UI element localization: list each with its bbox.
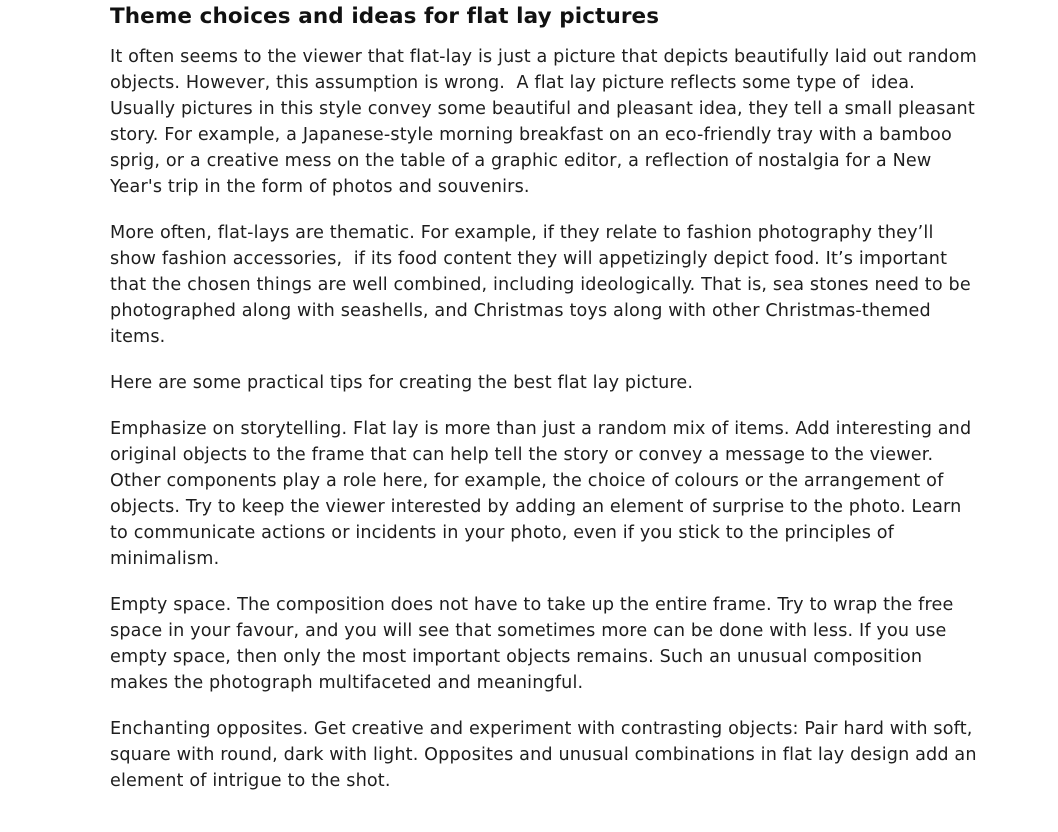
paragraph-storytelling: Emphasize on storytelling. Flat lay is more than just a random mix of items. Add interesting and original objects to the frame that can help tell the story or convey a message to the viewer. Other components play a role here, for example, the choice of colours or the arrangement of objects. Try to keep the viewer interested by adding an element of surprise to the photo. Learn to communicate actions or incidents in your photo, even if you stick to the principles of minimalism. [110, 419, 978, 569]
paragraph-intro: It often seems to the viewer that flat-lay is just a picture that depicts beautifully laid out random objects. However, this assumption is wrong. A flat lay picture reflects some type of idea. Usually pictures in this style convey some beautiful and pleasant idea, they tell a small pleasant story. For example, a Japanese-style morning breakfast on an eco-friendly tray with a bamboo sprig, or a creative mess on the table of a graphic editor, a reflection of nostalgia for a New Year's trip in the form of photos and souvenirs. [110, 47, 983, 197]
paragraph-empty-space: Empty space. The composition does not have to take up the entire frame. Try to wrap the free space in your favour, and you will see that sometimes more can be done with less. If you use empty space, then only the most important objects remains. Such an unusual composition makes the photograph multifaceted and meaningful. [110, 595, 960, 693]
paragraph-tips-intro: Here are some practical tips for creating the best flat lay picture. [110, 373, 694, 393]
section-heading: Theme choices and ideas for flat lay pictures [110, 4, 660, 29]
paragraph-opposites: Enchanting opposites. Get creative and experiment with contrasting objects: Pair hard with soft, square with round, dark with light. Opposites and unusual combinations in flat lay design add an element of intrigue to the shot. [110, 719, 983, 791]
article-content [110, 0, 983, 814]
paragraph-thematic: More often, flat-lays are thematic. For example, if they relate to fashion photography they’ll show fashion accessories, if its food content they will appetizingly depict food. It’s important that the chosen things are well combined, including ideologically. That is, sea stones need to be photographed along with seashells, and Christmas toys along with other Christmas-themed items. [110, 223, 977, 347]
